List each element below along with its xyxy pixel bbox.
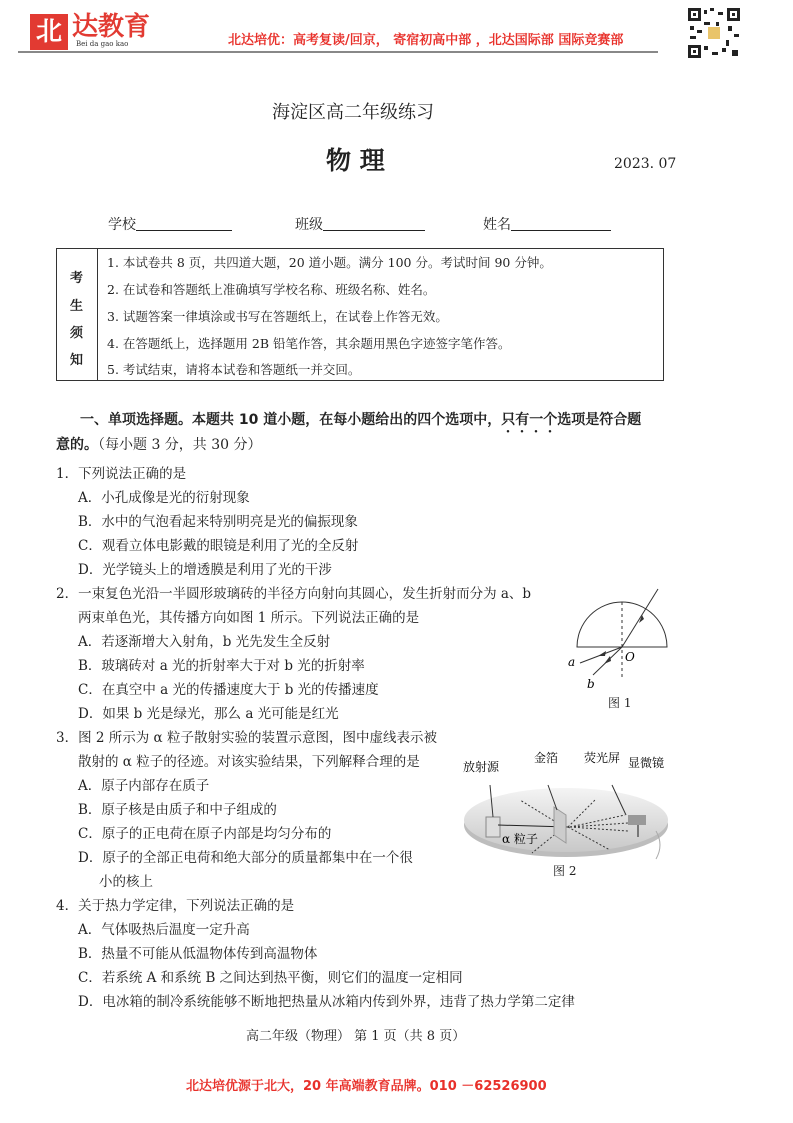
option: B．水中的气泡看起来特别明亮是光的偏振现象 bbox=[78, 514, 358, 530]
label-screen: 荧光屏 bbox=[584, 751, 621, 765]
logo-mark: 北 bbox=[30, 14, 68, 50]
figure-2-caption: 图 2 bbox=[553, 864, 577, 878]
option: D．如果 b 光是绿光，那么 a 光可能是红光 bbox=[78, 706, 339, 722]
question-stem: 4．关于热力学定律，下列说法正确的是 bbox=[56, 898, 295, 914]
option-continued: 小的核上 bbox=[99, 874, 153, 890]
question-stem: 3．图 2 所示为 α 粒子散射实验的装置示意图，图中虚线表示被 bbox=[56, 730, 437, 746]
figure-1-caption: 图 1 bbox=[608, 696, 632, 710]
notice-item: 2. 在试卷和答题纸上准确填写学校名称、班级名称、姓名。 bbox=[107, 282, 436, 297]
logo-pinyin: Bei da gao kao bbox=[76, 40, 129, 48]
label-alpha-particle: α 粒子 bbox=[502, 832, 538, 846]
class-blank[interactable] bbox=[323, 216, 425, 231]
class-label: 班级 bbox=[295, 217, 323, 233]
header-slogan: 北达培优：高考复读/回京， 寄宿初高中部 ，北达国际部 国际竞赛部 bbox=[228, 33, 624, 48]
section-text: 意的。 bbox=[56, 437, 98, 453]
notice-item: 5. 考试结束，请将本试卷和答题纸一并交回。 bbox=[107, 362, 361, 377]
label-a: a bbox=[568, 655, 576, 669]
exam-title: 物 理 bbox=[326, 146, 385, 175]
notice-label-char: 考 bbox=[70, 271, 84, 286]
name-blank[interactable] bbox=[511, 216, 611, 231]
option: B．热量不可能从低温物体传到高温物体 bbox=[78, 946, 318, 962]
section-scoring: （每小题 3 分，共 30 分） bbox=[98, 437, 262, 453]
name-label: 姓名 bbox=[483, 217, 511, 233]
option: C．在真空中 a 光的传播速度大于 b 光的传播速度 bbox=[78, 682, 379, 698]
notice-label-char: 生 bbox=[70, 299, 84, 314]
figure-1-diagram bbox=[560, 585, 680, 695]
header-divider bbox=[18, 51, 658, 53]
question-stem: 1．下列说法正确的是 bbox=[56, 466, 187, 482]
school-label: 学校 bbox=[108, 217, 136, 233]
logo-text: 达教育 bbox=[72, 12, 151, 42]
exam-date: 2023. 07 bbox=[614, 156, 677, 172]
notice-item: 3. 试题答案一律填涂或书写在答题纸上，在试卷上作答无效。 bbox=[107, 309, 448, 324]
section-emphasis: 只有一个 bbox=[501, 412, 558, 428]
class-field[interactable] bbox=[295, 216, 425, 234]
label-source: 放射源 bbox=[463, 760, 500, 774]
school-blank[interactable] bbox=[136, 216, 232, 231]
label-o: O bbox=[625, 650, 635, 664]
section-text: 一、单项选择题。本题共 10 道小题，在每小题给出的四个选项中， bbox=[80, 412, 502, 428]
exam-notice-box bbox=[56, 248, 664, 381]
option: A．小孔成像是光的衍射现象 bbox=[78, 490, 250, 506]
option: D．电冰箱的制冷系统能够不断地把热量从冰箱内传到外界，违背了热力学第二定律 bbox=[78, 994, 575, 1010]
question-stem: 两束单色光，其传播方向如图 1 所示。下列说法正确的是 bbox=[78, 610, 420, 626]
label-microscope: 显微镜 bbox=[628, 756, 665, 770]
option: D．光学镜头上的增透膜是利用了光的干涉 bbox=[78, 562, 332, 578]
page-footer: 高二年级（物理） 第 1 页（共 8 页） bbox=[246, 1029, 466, 1044]
option: B．原子核是由质子和中子组成的 bbox=[78, 802, 277, 818]
notice-label-char: 知 bbox=[70, 353, 84, 368]
footer-ad: 北达培优源于北大，20 年高端教育品牌。010 －62526900 bbox=[186, 1079, 547, 1094]
option: D．原子的全部正电荷和绝大部分的质量都集中在一个很 bbox=[78, 850, 413, 866]
label-foil: 金箔 bbox=[534, 751, 559, 765]
label-b: b bbox=[587, 677, 595, 691]
question-stem: 散射的 α 粒子的径迹。对该实验结果，下列解释合理的是 bbox=[78, 754, 420, 770]
qr-code-icon bbox=[688, 8, 740, 58]
option: B．玻璃砖对 a 光的折射率大于对 b 光的折射率 bbox=[78, 658, 365, 674]
notice-item: 1. 本试卷共 8 页，共四道大题，20 道小题。满分 100 分。考试时间 90 分钟。 bbox=[107, 255, 552, 270]
notice-label bbox=[57, 249, 98, 380]
option: C．原子的正电荷在原子内部是均匀分布的 bbox=[78, 826, 332, 842]
option: A．气体吸热后温度一定升高 bbox=[78, 922, 250, 938]
option: C．若系统 A 和系统 B 之间达到热平衡，则它们的温度一定相同 bbox=[78, 970, 463, 986]
notice-label-char: 须 bbox=[70, 326, 84, 341]
notice-item: 4. 在答题纸上，选择题用 2B 铅笔作答，其余题用黑色字迹签字笔作答。 bbox=[107, 336, 511, 351]
section-text: 选项是符合题 bbox=[557, 412, 642, 428]
option: A．原子内部存在质子 bbox=[78, 778, 210, 794]
option: A．若逐渐增大入射角，b 光先发生全反射 bbox=[78, 634, 331, 650]
section-heading bbox=[80, 411, 641, 436]
option: C．观看立体电影戴的眼镜是利用了光的全反射 bbox=[78, 538, 359, 554]
figure-2-diagram bbox=[460, 745, 680, 865]
question-stem: 2．一束复色光沿一半圆形玻璃砖的半径方向射向其圆心，发生折射而分为 a、b bbox=[56, 586, 532, 602]
exam-subtitle: 海淀区高二年级练习 bbox=[272, 102, 434, 123]
name-field[interactable] bbox=[483, 216, 611, 234]
school-field[interactable] bbox=[108, 216, 232, 234]
section-heading-line2 bbox=[56, 436, 262, 454]
